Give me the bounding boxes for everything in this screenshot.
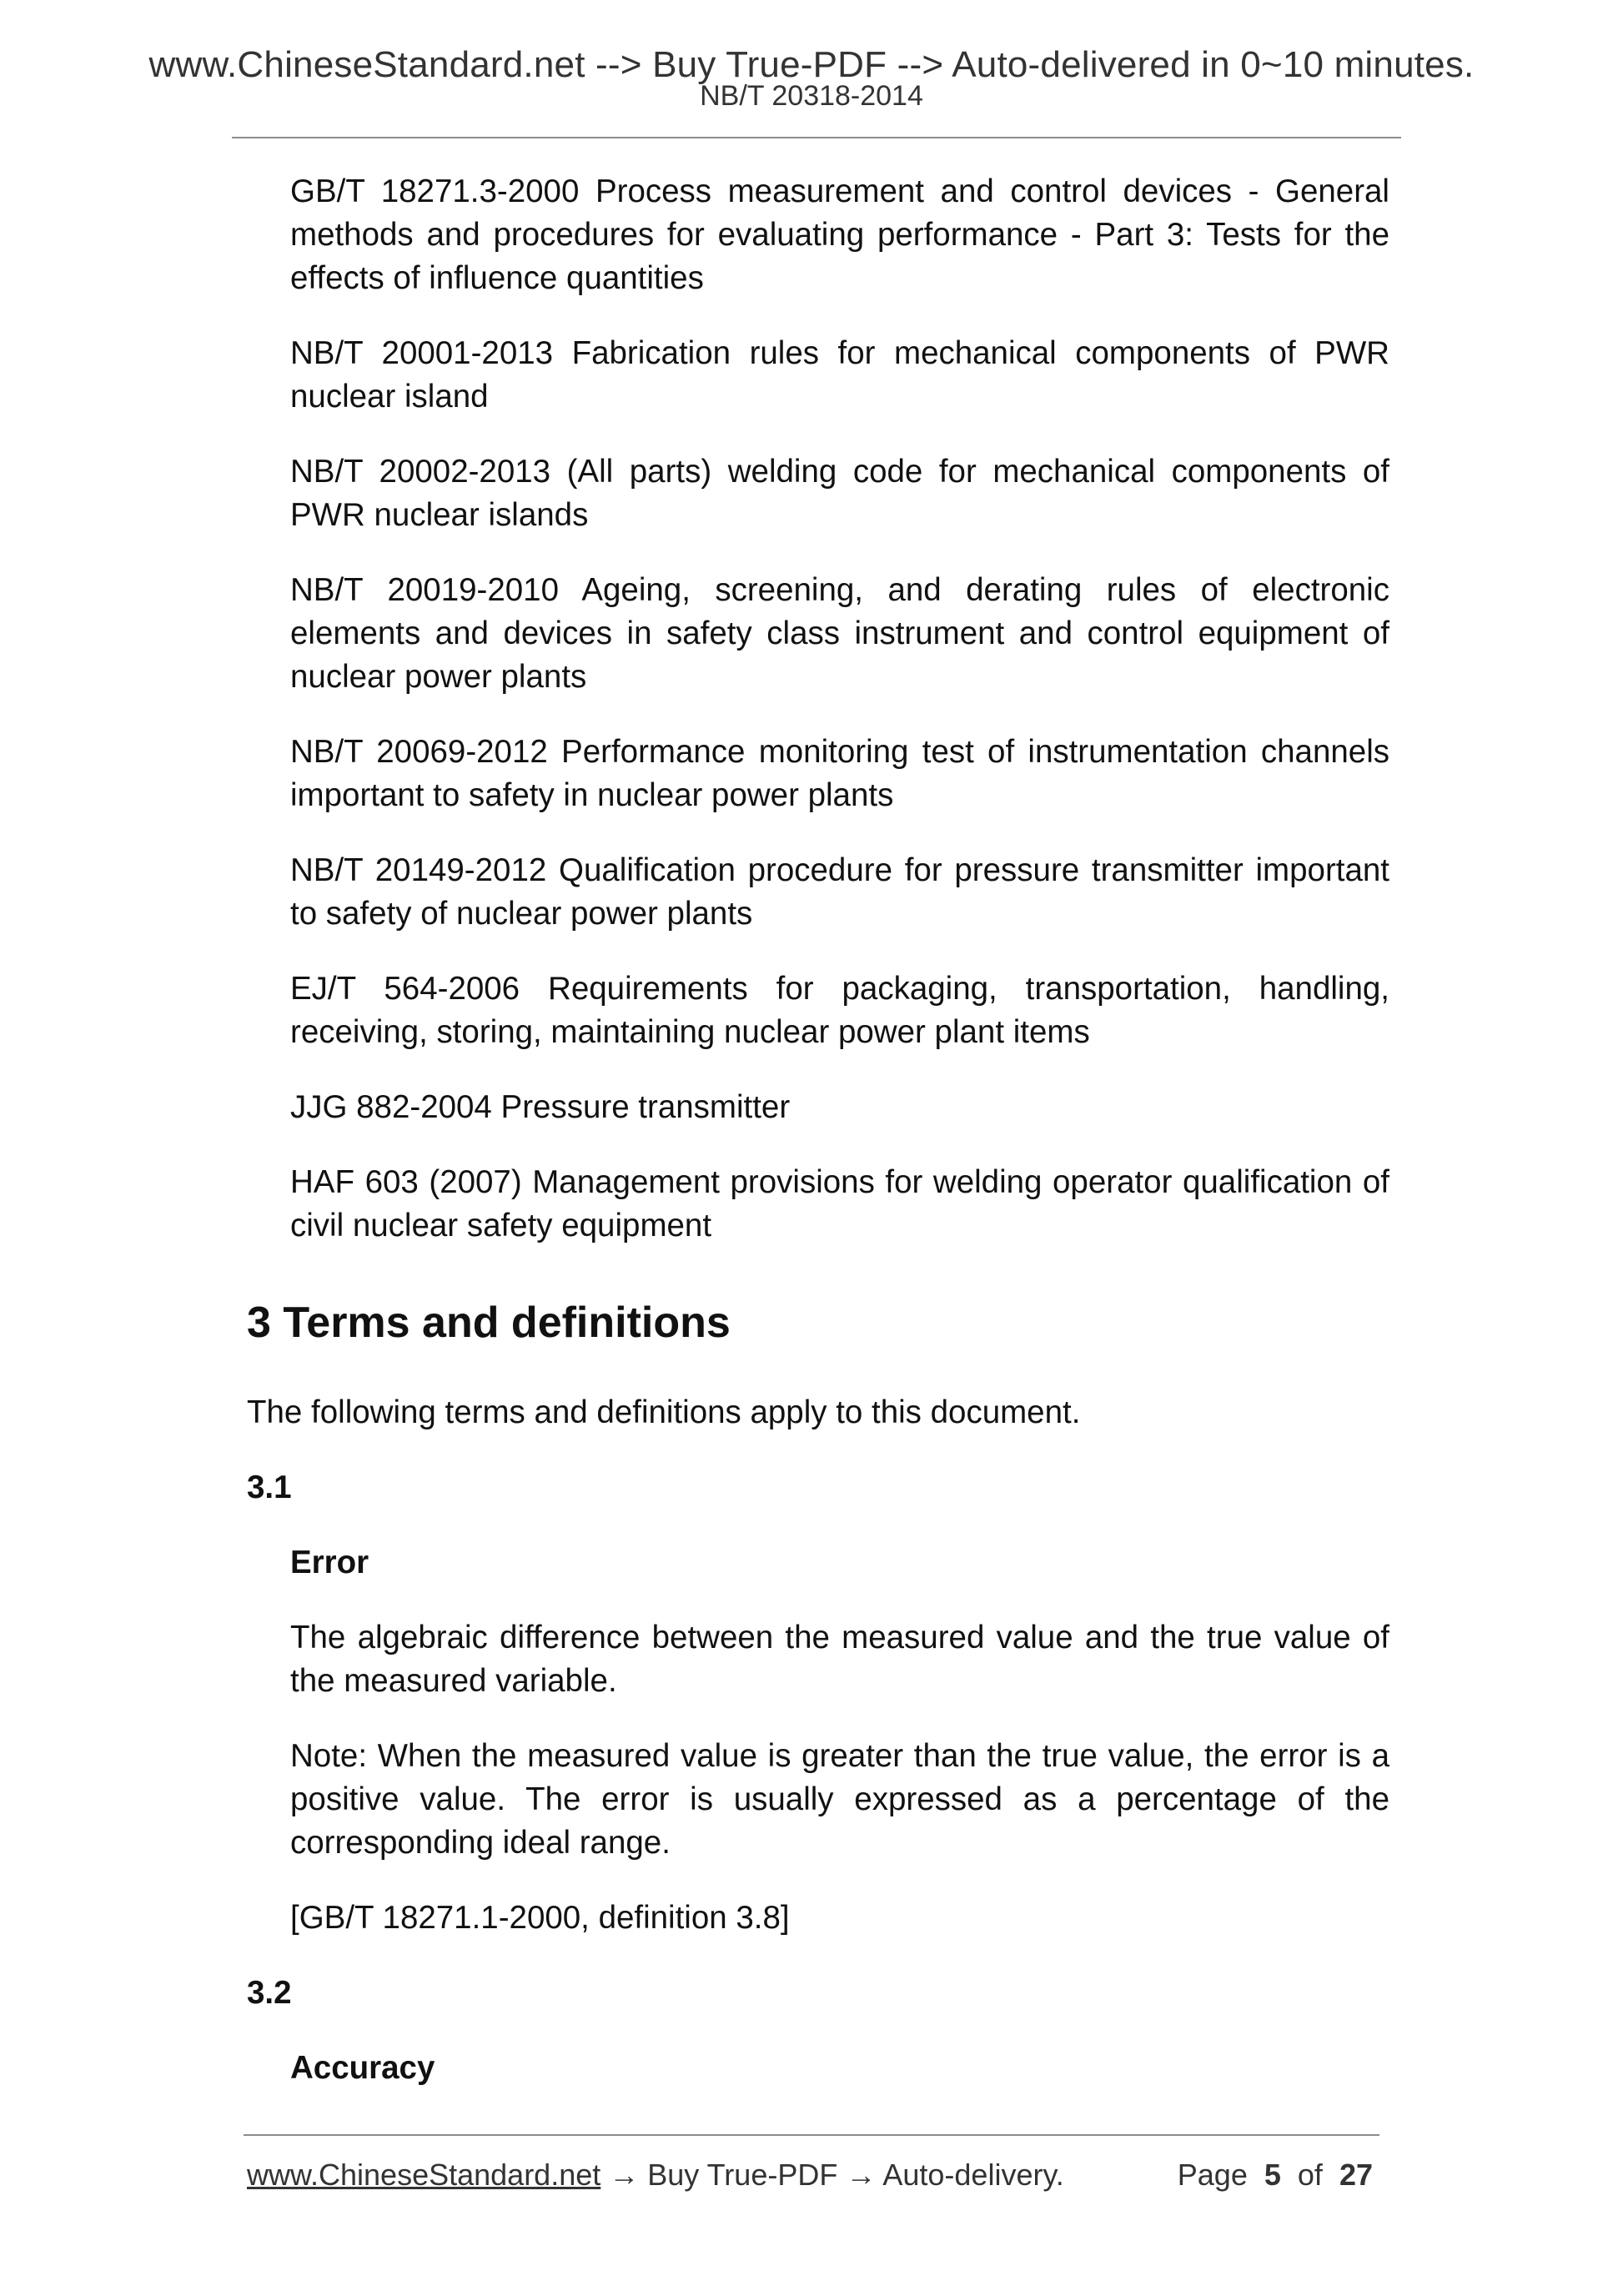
header-divider bbox=[232, 137, 1401, 138]
footer-divider bbox=[244, 2134, 1379, 2136]
term-source: [GB/T 18271.1-2000, definition 3.8] bbox=[290, 1900, 790, 1936]
reference-item: GB/T 18271.3-2000 Process measurement and control devices - General methods and procedures for evaluating performance - Part 3: Tests for the effects of influence quantities bbox=[290, 173, 1389, 296]
document-body bbox=[247, 170, 1389, 2122]
document-code: NB/T 20318-2014 bbox=[700, 80, 923, 112]
total-pages: 27 bbox=[1339, 2158, 1373, 2192]
page-label: Page bbox=[1177, 2158, 1248, 2192]
footer-buy-text: Buy True-PDF bbox=[647, 2158, 838, 2192]
of-label: of bbox=[1297, 2158, 1323, 2192]
footer-delivery-text: Auto-delivery. bbox=[882, 2158, 1064, 2192]
term-note: Note: When the measured value is greater than the true value, the error is a positive value. The error is usually expressed as a percentage of the corresponding ideal range. bbox=[290, 1738, 1389, 1861]
term-number: 3.2 bbox=[247, 1975, 292, 2011]
term-name: Accuracy bbox=[290, 2050, 435, 2086]
arrow-right-icon: → bbox=[600, 2158, 648, 2192]
reference-item: NB/T 20149-2012 Qualification procedure for pressure transmitter important to safety of nuclear power plants bbox=[290, 852, 1389, 932]
page-footer bbox=[247, 2157, 1373, 2193]
section-intro: The following terms and definitions apply to this document. bbox=[247, 1394, 1081, 1430]
page-indicator bbox=[1178, 2157, 1373, 2193]
section-heading: 3 Terms and definitions bbox=[247, 1299, 731, 1347]
term-name: Error bbox=[290, 1545, 369, 1580]
page-number: 5 bbox=[1264, 2158, 1281, 2192]
arrow-right-icon: → bbox=[837, 2158, 883, 2192]
reference-item: JJG 882-2004 Pressure transmitter bbox=[290, 1089, 791, 1125]
footer-site-link[interactable]: www.ChineseStandard.net bbox=[247, 2158, 601, 2192]
header-banner: www.ChineseStandard.net --> Buy True-PDF --> Auto-delivered in 0~10 minutes. bbox=[148, 44, 1475, 85]
reference-item: NB/T 20001-2013 Fabrication rules for mechanical components of PWR nuclear island bbox=[290, 335, 1389, 414]
reference-item: EJ/T 564-2006 Requirements for packaging, transportation, handling, receiving, storing, maintaining nuclear power plant items bbox=[290, 971, 1389, 1050]
reference-item: NB/T 20002-2013 (All parts) welding code for mechanical components of PWR nuclear islands bbox=[290, 454, 1389, 533]
reference-item: HAF 603 (2007) Management provisions for welding operator qualification of civil nuclear safety equipment bbox=[290, 1164, 1389, 1243]
term-definition: The algebraic difference between the measured value and the true value of the measured variable. bbox=[290, 1620, 1389, 1699]
reference-item: NB/T 20069-2012 Performance monitoring test of instrumentation channels important to safety in nuclear power plants bbox=[290, 734, 1389, 813]
term-number: 3.1 bbox=[247, 1470, 292, 1505]
page-header bbox=[0, 43, 1623, 110]
reference-item: NB/T 20019-2010 Ageing, screening, and derating rules of electronic elements and devices in safety class instrument and control equipment of nuclear power plants bbox=[290, 572, 1389, 695]
